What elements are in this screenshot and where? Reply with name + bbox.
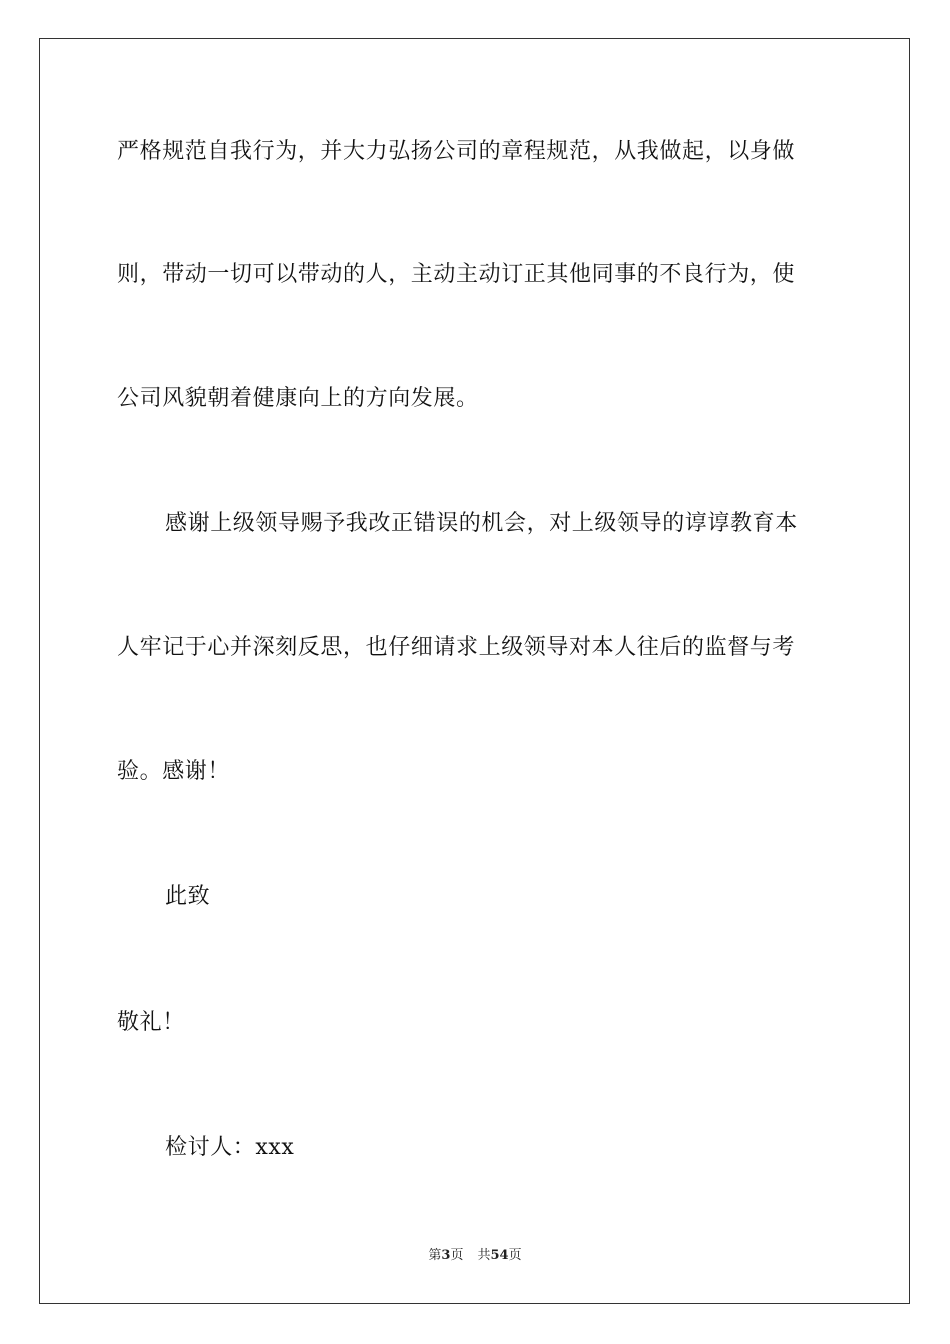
footer-page-prefix: 第 bbox=[428, 1248, 442, 1263]
footer-total-pages: 54 bbox=[490, 1248, 509, 1263]
footer-total-suffix: 页 bbox=[508, 1248, 522, 1263]
body-line-3: 公司风貌朝着健康向上的方向发展。 bbox=[117, 386, 479, 411]
footer-page-number: 3 bbox=[441, 1248, 451, 1263]
page-footer bbox=[0, 1247, 950, 1265]
signature-line: 检讨人：xxx bbox=[165, 1135, 295, 1160]
body-line-4: 感谢上级领导赐予我改正错误的机会，对上级领导的谆谆教育本 bbox=[165, 511, 798, 536]
footer-total-prefix: 共 bbox=[477, 1248, 491, 1263]
body-line-2: 则，带动一切可以带动的人，主动主动订正其他同事的不良行为，使 bbox=[117, 262, 796, 287]
closing-salutation: 此致 bbox=[165, 884, 211, 909]
body-line-6: 验。感谢！ bbox=[117, 759, 231, 784]
footer-page-suffix: 页 bbox=[450, 1248, 464, 1263]
closing-regards: 敬礼！ bbox=[117, 1010, 185, 1035]
body-line-1: 严格规范自我行为，并大力弘扬公司的章程规范，从我做起，以身做 bbox=[117, 139, 796, 164]
body-line-5: 人牢记于心并深刻反思，也仔细请求上级领导对本人往后的监督与考 bbox=[117, 635, 796, 660]
page-border bbox=[39, 38, 910, 1304]
